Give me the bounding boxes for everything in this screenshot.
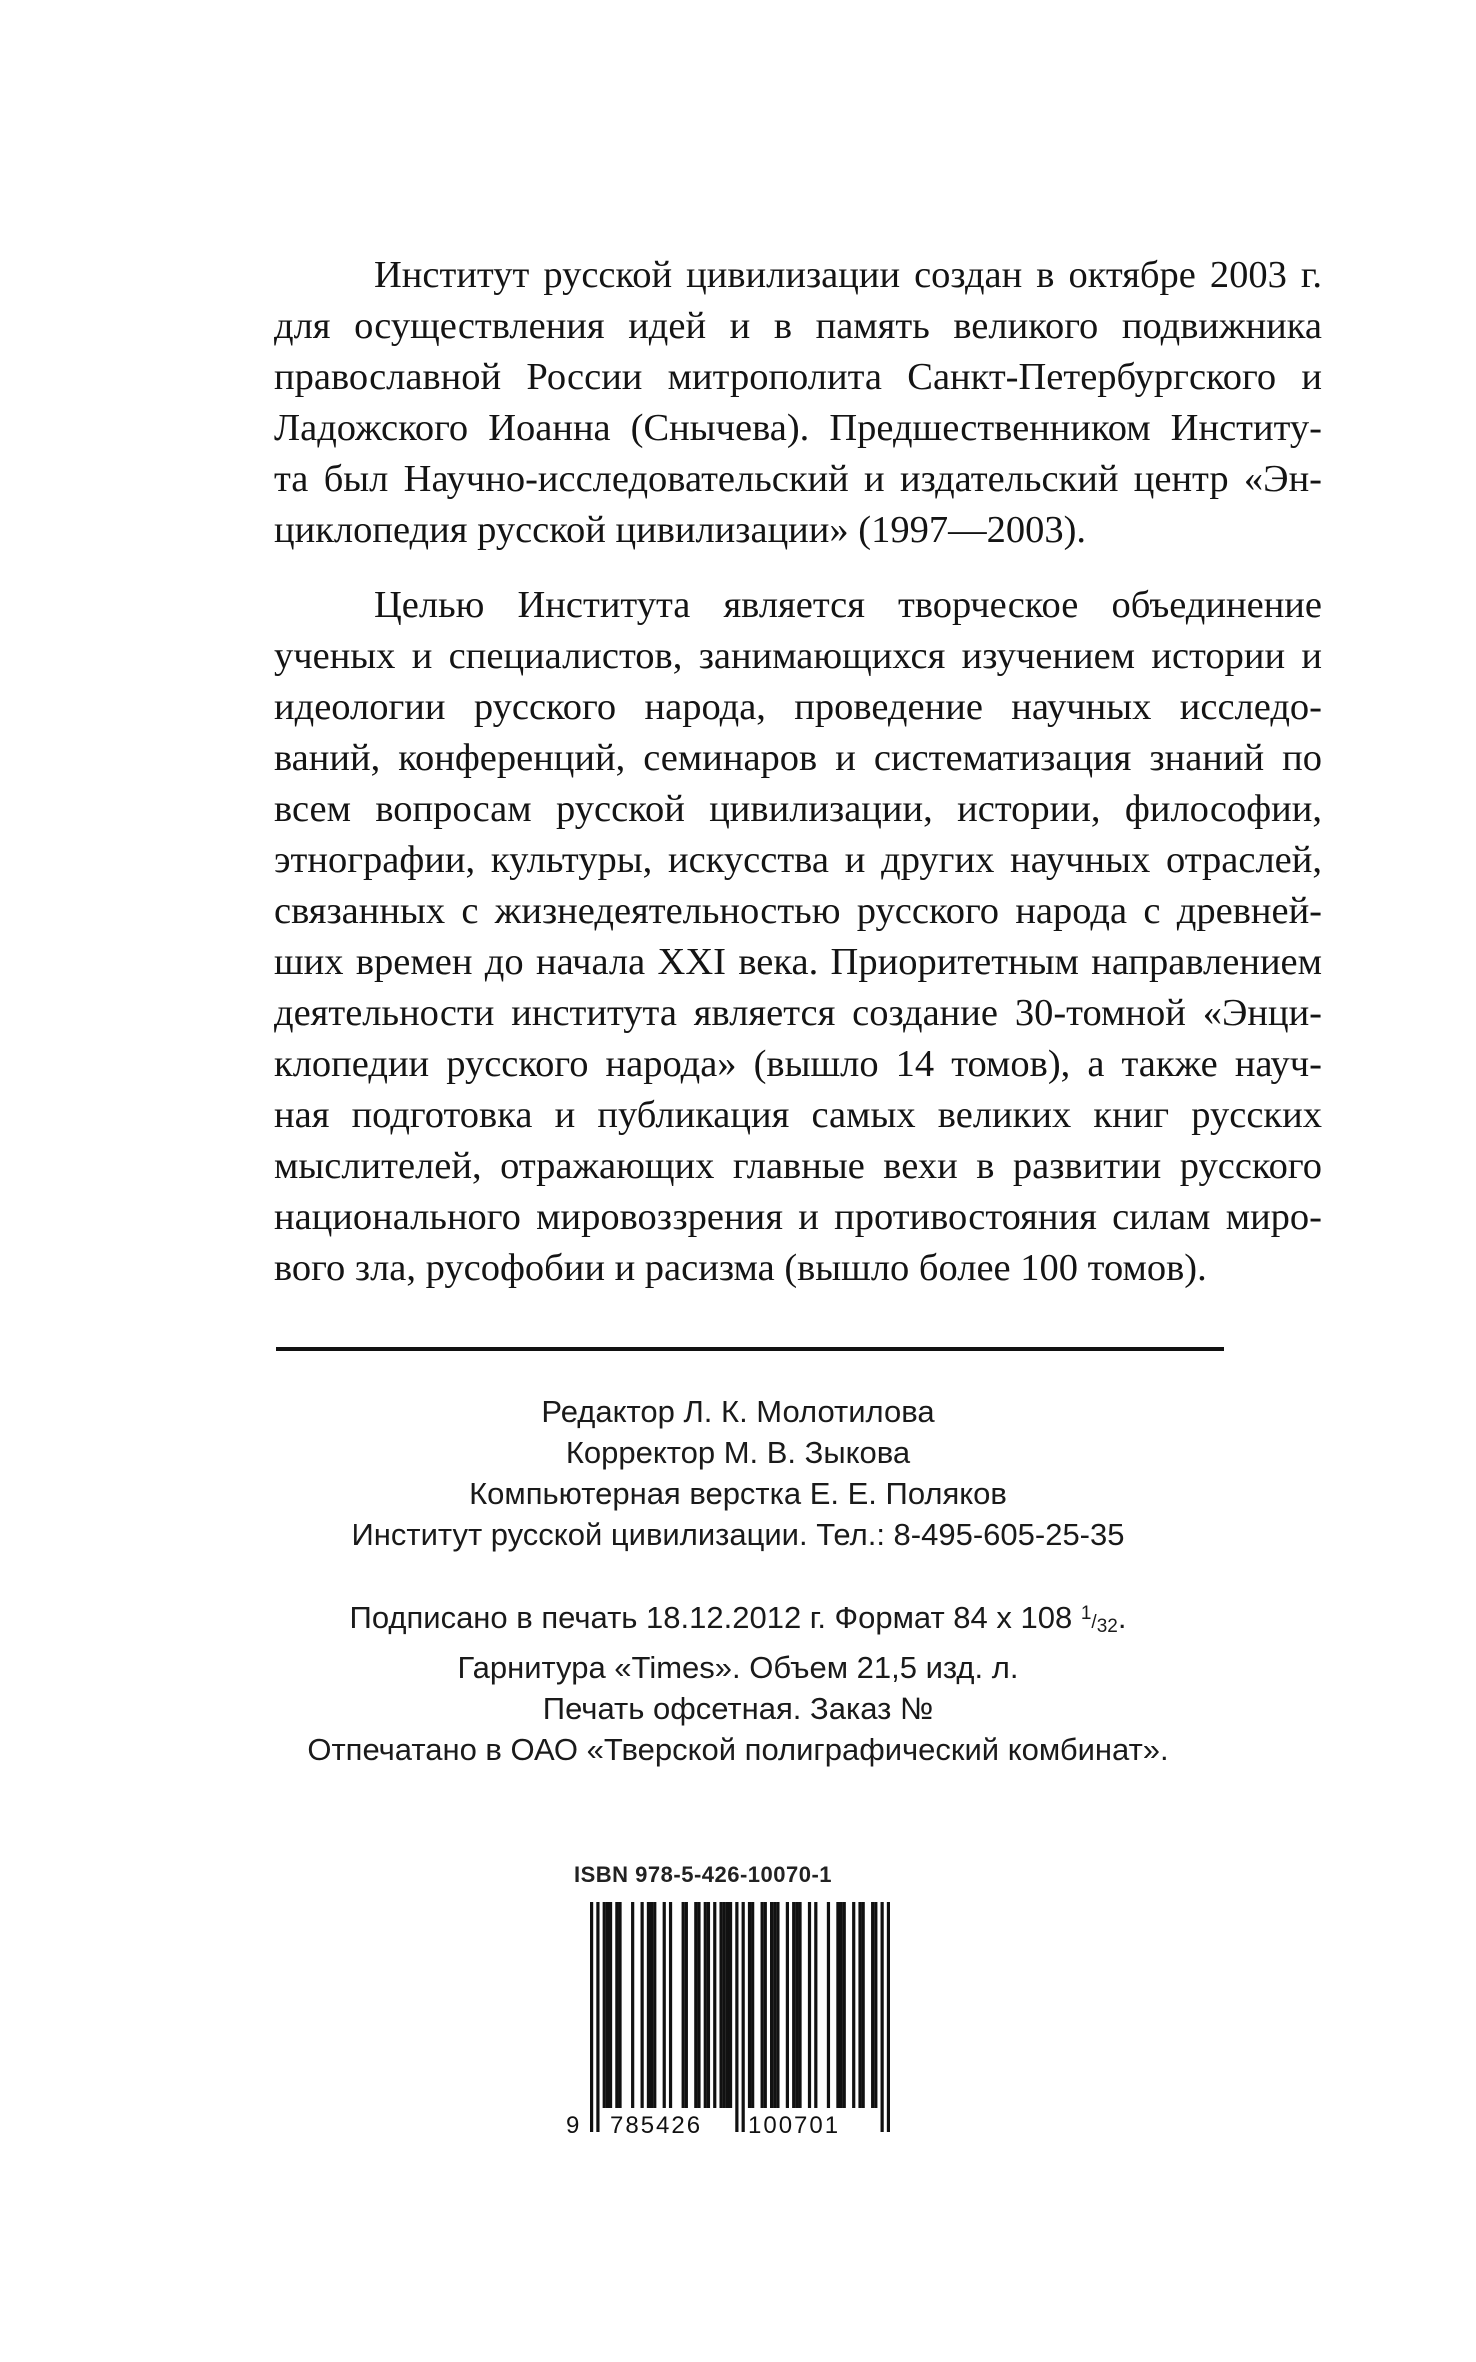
editor-credit: Редактор Л. К. Молотилова: [541, 1394, 935, 1429]
print-order-line: Печать офсетная. Заказ №: [542, 1691, 934, 1726]
barcode-bar: [685, 1902, 688, 2108]
text-line: циклопедия русской цивилизации» (1997—2003).: [274, 509, 1087, 551]
barcode-bar: [795, 1902, 798, 2108]
barcode-guard-bar: [735, 1902, 738, 2132]
printed-by-line: Отпечатано в ОАО «Тверской полиграфический комбинат».: [307, 1732, 1169, 1767]
institute-goals-paragraph: [274, 580, 1322, 1294]
barcode-bar: [631, 1902, 634, 2108]
text-line: православной России митрополита Санкт-Петербургского и: [274, 356, 1322, 398]
text-line: мыслителей, отражающих главные вехи в развитии русского: [274, 1145, 1322, 1187]
barcode-bar: [641, 1902, 644, 2108]
text-line: ваний, конференций, семинаров и систематизация знаний по: [274, 737, 1322, 779]
text-line: всем вопросам русской цивилизации, истории, философии,: [274, 788, 1322, 830]
barcode-bar: [694, 1902, 697, 2108]
horizontal-divider: [276, 1347, 1224, 1351]
barcode-bar: [836, 1902, 839, 2108]
barcode-bar: [798, 1902, 801, 2108]
barcode-bar: [647, 1902, 650, 2108]
text-line: ших времен до начала XXI века. Приоритетным направлением: [274, 941, 1322, 983]
barcode-bar: [792, 1902, 795, 2108]
fraction-slash: /: [1091, 1612, 1097, 1633]
barcode-bar: [615, 1902, 618, 2108]
barcode-bar: [751, 1902, 754, 2108]
barcode-bar: [650, 1902, 653, 2108]
text-line: и идеологии русского народа, проведение научных исследо-: [274, 635, 1322, 728]
barcode-bar: [773, 1902, 776, 2108]
barcode-guard-bar: [881, 1902, 884, 2132]
signed-for-print-line: [0, 1593, 1476, 1647]
barcode-bar: [761, 1902, 764, 2108]
text-line: деятельности института является создание 30-томной «Энци-: [274, 992, 1322, 1034]
text-line: Ладожского Иоанна (Снычева). Предшественником Институ-: [274, 407, 1322, 449]
text-line: связанных с жизнедеятельностью русского народа с древней-: [274, 890, 1322, 932]
format-numerator: 1: [1080, 1603, 1092, 1624]
text-line: этнографии, культуры, искусства и других научных отраслей,: [274, 839, 1322, 881]
text-line: клопедии русского народа» (вышло 14 томов), а также науч-: [274, 1043, 1322, 1085]
barcode-bar: [764, 1902, 767, 2108]
barcode-graphic: [590, 1902, 890, 2132]
barcode-bar: [786, 1902, 789, 2108]
text-line: ная подготовка и публикация самых великих книг русских: [274, 1094, 1322, 1136]
barcode-guard-bar: [590, 1902, 593, 2132]
text-line: Целью Института является творческое объединение: [374, 584, 1322, 626]
typeface-volume-line: Гарнитура «Times». Объем 21,5 изд. л.: [457, 1650, 1019, 1685]
isbn-barcode: [566, 1862, 906, 2172]
barcode-bar: [653, 1902, 656, 2108]
barcode-bar: [719, 1902, 722, 2108]
barcode-bar: [862, 1902, 865, 2108]
paragraph-text: [274, 580, 1322, 1294]
barcode-bar: [874, 1902, 877, 2108]
text-line: вого зла, русофобии и расизма (вышло более 100 томов).: [274, 1247, 1207, 1289]
barcode-bar: [682, 1902, 685, 2108]
barcode-left-digits: 785426: [610, 2112, 703, 2139]
barcode-bar: [770, 1902, 773, 2108]
barcode-bar: [748, 1902, 751, 2108]
barcode-bar: [871, 1902, 874, 2108]
barcode-bar: [839, 1902, 842, 2108]
barcode-bar: [618, 1902, 621, 2108]
institute-phone: Институт русской цивилизации. Тел.: 8-495-605-25-35: [351, 1517, 1125, 1552]
barcode-bar: [858, 1902, 861, 2108]
paragraph-text: [274, 250, 1322, 556]
barcode-bar: [726, 1902, 729, 2108]
barcode-bar: [843, 1902, 846, 2108]
barcode-bar: [697, 1902, 700, 2108]
barcode-right-digits: 100701: [748, 2112, 841, 2139]
barcode-bar: [729, 1902, 732, 2108]
barcode-bar: [808, 1902, 811, 2108]
format-denominator: 32: [1096, 1616, 1118, 1637]
isbn-label: ISBN 978-5-426-10070-1: [574, 1862, 833, 1887]
signed-suffix: .: [1117, 1600, 1127, 1635]
barcode-bar: [713, 1902, 716, 2108]
barcode-bar: [663, 1902, 666, 2108]
proofreader-credit: Корректор М. В. Зыкова: [565, 1435, 911, 1470]
barcode-bar: [852, 1902, 855, 2108]
barcode-bar: [827, 1902, 830, 2108]
barcode-bar: [704, 1902, 707, 2108]
barcode-guard-bar: [742, 1902, 745, 2132]
text-line: национального мировоззрения и противостояния силам миро-: [274, 1196, 1322, 1238]
barcode-bar: [723, 1902, 726, 2108]
barcode-bar: [609, 1902, 612, 2108]
barcode-bar: [707, 1902, 710, 2108]
barcode-first-digit: 9: [566, 2112, 582, 2139]
barcode-bar: [606, 1902, 609, 2108]
text-line: ученых и специалистов, занимающихся изучением истории: [274, 635, 1286, 677]
print-details-block: [0, 1593, 1476, 1770]
barcode-bar: [603, 1902, 606, 2108]
text-line: для осуществления идей и в память великого подвижника: [274, 305, 1322, 347]
layout-credit: Компьютерная верстка Е. Е. Поляков: [469, 1476, 1007, 1511]
credits-block: [0, 1391, 1476, 1555]
signed-for-print-text: Подписано в печать 18.12.2012 г. Формат 84 х 108: [349, 1600, 1081, 1635]
barcode-bar: [669, 1902, 672, 2108]
text-line: Институт русской цивилизации создан в октябре 2003 г.: [374, 254, 1322, 296]
institute-description-paragraph: [274, 250, 1322, 556]
barcode-guard-bar: [887, 1902, 890, 2132]
text-line: та был Научно-исследовательский и издательский центр «Эн-: [274, 458, 1322, 500]
barcode-bar: [776, 1902, 779, 2108]
barcode-bar: [814, 1902, 817, 2108]
barcode-guard-bar: [596, 1902, 599, 2132]
